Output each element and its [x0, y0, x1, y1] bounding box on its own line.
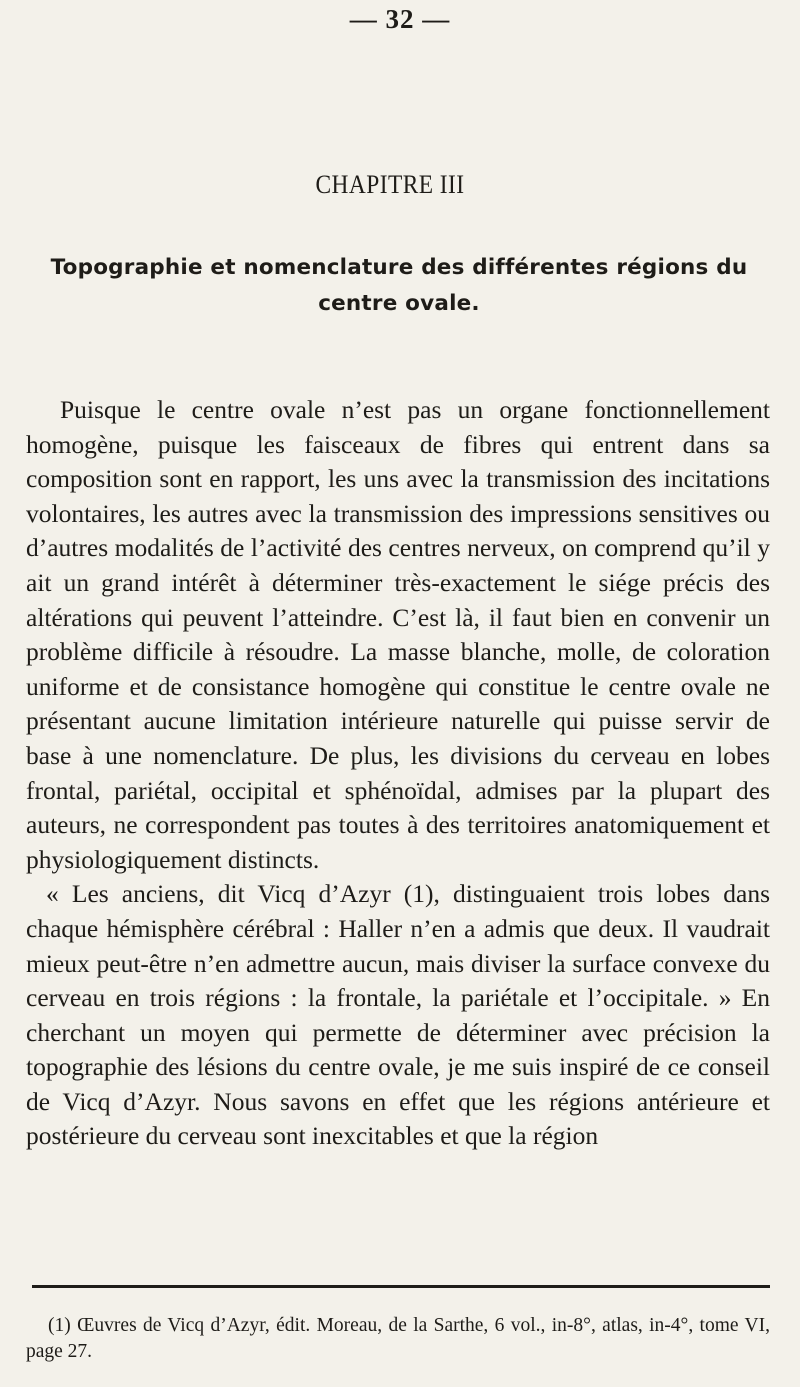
- chapter-heading: CHAPITRE III: [315, 170, 465, 199]
- paragraph-2: « Les anciens, dit Vicq d’Azyr (1), distinguaient trois lobes dans chaque hémisphère cérébral : Haller n’en a admis que deux. Il vaudrait mieux peut-être n’en admettre aucun, mais diviser la surface convexe du cerveau en trois régions : la frontale, la pariétale et l’occipitale. » En cherchant un moyen qui permette de déterminer avec précision la topographie des lésions du centre ovale, je me suis inspiré de ce conseil de Vicq d’Azyr. Nous savons en effet que les régions antérieure et postérieure du cerveau sont inexcitables et que la région: [26, 879, 770, 1151]
- footnote: [26, 1313, 770, 1365]
- footnote-divider: [32, 1285, 770, 1288]
- footnote-text: (1) Œuvres de Vicq d’Azyr, édit. Moreau, de la Sarthe, 6 vol., in-8°, atlas, in-4°, tome VI, page 27.: [26, 1315, 770, 1362]
- section-title: Topographie et nomenclature des différentes régions du centre ovale.: [50, 255, 748, 316]
- paragraph-1: Puisque le centre ovale n’est pas un organe fonctionnellement homogène, puisque les faisceaux de fibres qui entrent dans sa composition sont en rapport, les uns avec la transmission des incitations volontaires, les autres avec la transmission des impressions sensitives ou d’autres modalités de l’activité des centres nerveux, on comprend qu’il y ait un grand intérêt à déterminer très-exactement le siége précis des altérations qui peuvent l’atteindre. C’est là, il faut bien en convenir un problème difficile à résoudre. La masse blanche, molle, de coloration uniforme et de consistance homogène qui constitue le centre ovale ne présentant aucune limitation intérieure naturelle qui puisse servir de base à une nomenclature. De plus, les divisions du cerveau en lobes frontal, pariétal, occipital et sphénoïdal, admises par la plupart des auteurs, ne correspondent pas toutes à des territoires anatomiquement et physiologiquement distincts.: [26, 395, 770, 874]
- page-number: — 32 —: [349, 4, 451, 34]
- body-text: [26, 393, 770, 1154]
